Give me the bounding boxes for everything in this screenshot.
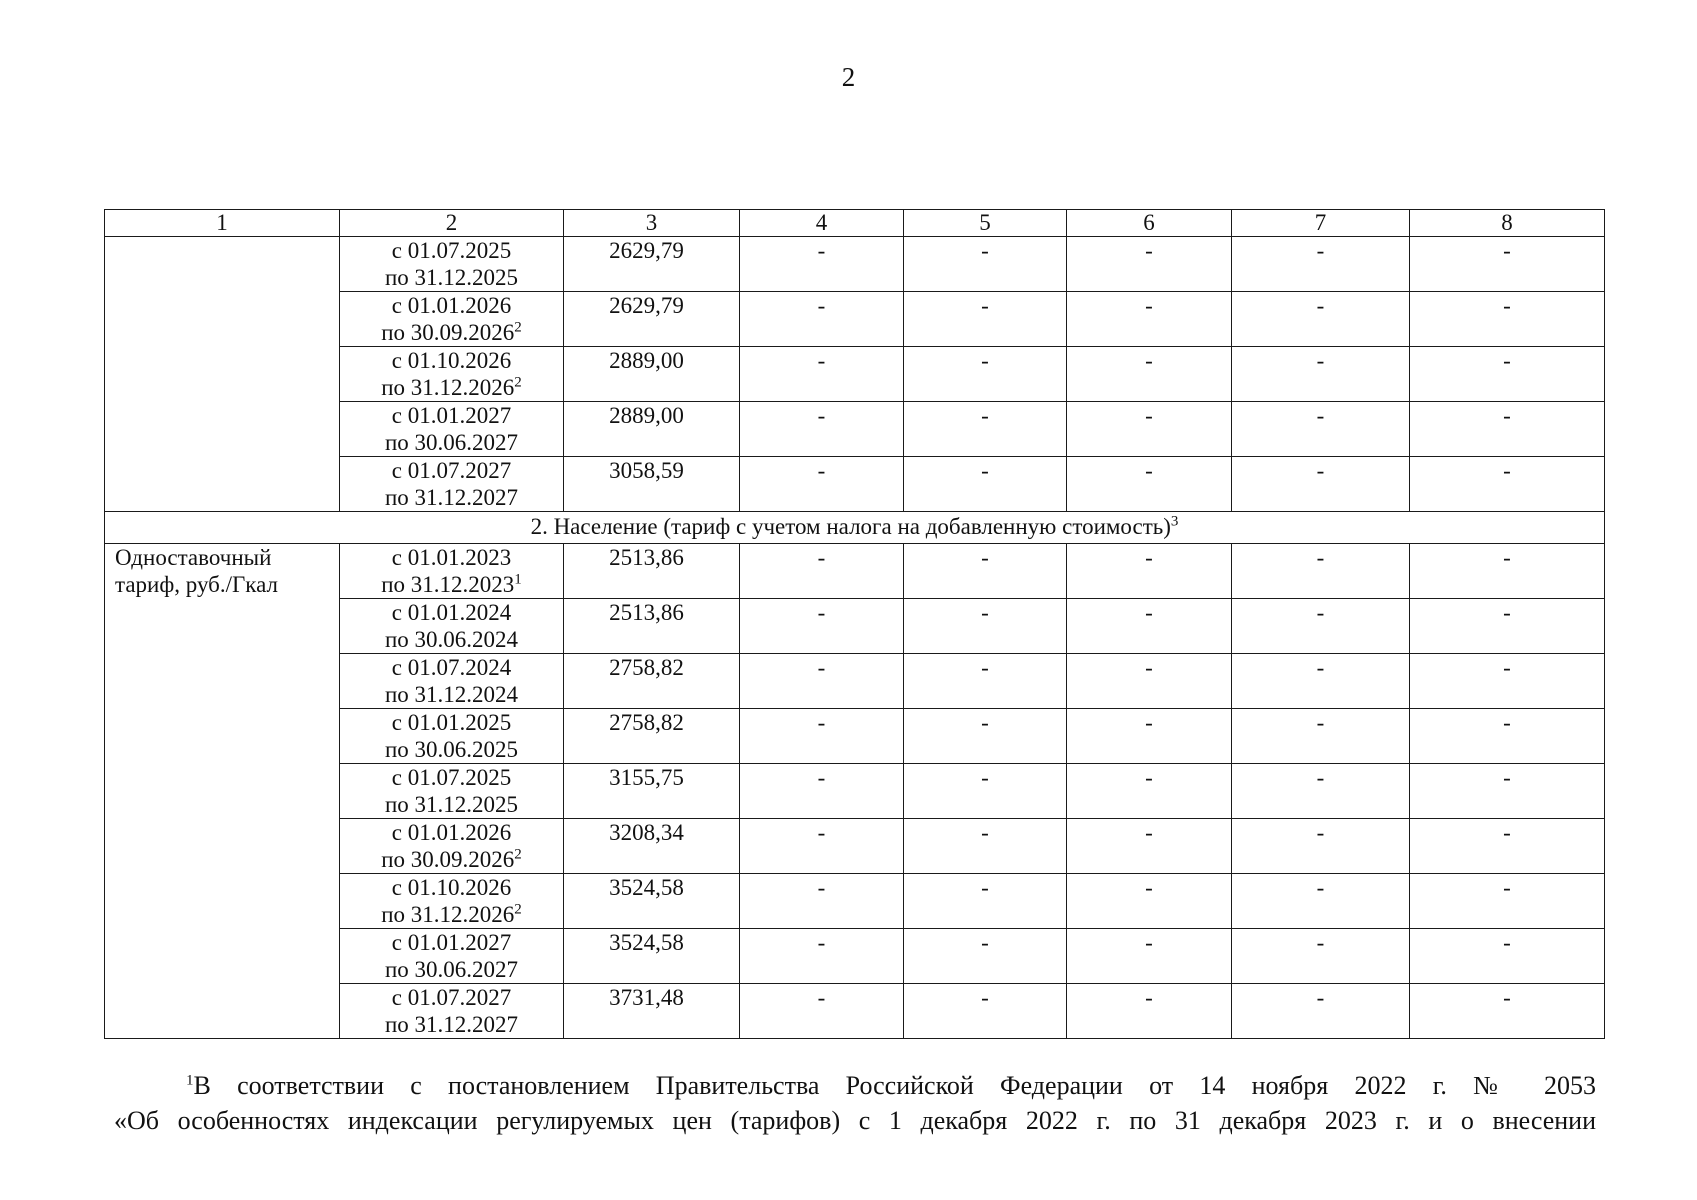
empty-dash: -: [740, 764, 904, 819]
period-to: [340, 681, 563, 708]
period-from: с 01.01.2027: [391, 930, 512, 955]
empty-dash: -: [904, 237, 1067, 292]
footnote-marker: 2: [514, 846, 522, 863]
empty-dash: -: [1410, 984, 1605, 1039]
empty-dash: -: [1067, 654, 1232, 709]
column-header: 2: [340, 210, 564, 237]
tariff-value: 2629,79: [564, 292, 740, 347]
period-to: [340, 736, 563, 763]
column-number-row: [105, 210, 1605, 237]
period-to-text: по 31.12.2026: [381, 375, 515, 400]
tariff-value: 2629,79: [564, 237, 740, 292]
period-cell: [340, 544, 564, 599]
empty-dash: -: [904, 544, 1067, 599]
period-to: [340, 956, 563, 983]
period-from: с 01.07.2025: [391, 238, 512, 263]
empty-dash: -: [904, 292, 1067, 347]
tariff-name-cell: [105, 237, 340, 512]
period-cell: [340, 874, 564, 929]
period-from: с 01.07.2024: [391, 655, 512, 680]
period-to-text: по 30.06.2027: [384, 957, 519, 982]
empty-dash: -: [1067, 237, 1232, 292]
tariff-value: 3731,48: [564, 984, 740, 1039]
empty-dash: -: [1410, 544, 1605, 599]
empty-dash: -: [904, 402, 1067, 457]
footnote-marker: 2: [514, 374, 522, 391]
empty-dash: -: [1410, 709, 1605, 764]
empty-dash: -: [1232, 292, 1410, 347]
empty-dash: -: [1067, 402, 1232, 457]
column-header: 8: [1410, 210, 1605, 237]
footnote-marker: 1: [186, 1072, 194, 1089]
empty-dash: -: [1232, 654, 1410, 709]
empty-dash: -: [1067, 874, 1232, 929]
footnote-text: В соответствии с постановлением Правительства Российской Федерации от 14 ноября 2022 г. № 2053: [193, 1071, 1596, 1100]
period-to: [340, 319, 563, 346]
period-cell: [340, 292, 564, 347]
empty-dash: -: [904, 709, 1067, 764]
empty-dash: -: [1410, 599, 1605, 654]
footnote-line: [114, 1068, 1596, 1103]
empty-dash: -: [1232, 929, 1410, 984]
empty-dash: -: [740, 709, 904, 764]
period-to: [340, 484, 563, 511]
period-to: [340, 571, 563, 598]
period-to-text: по 30.09.2026: [381, 847, 515, 872]
period-cell: [340, 237, 564, 292]
period-to: [340, 264, 563, 291]
period-from: с 01.01.2027: [391, 403, 512, 428]
empty-dash: -: [1410, 819, 1605, 874]
group1-body: [105, 237, 1605, 512]
empty-dash: -: [904, 929, 1067, 984]
table-row: [105, 237, 1605, 292]
period-to: [340, 374, 563, 401]
column-header: 7: [1232, 210, 1410, 237]
empty-dash: -: [1232, 457, 1410, 512]
empty-dash: -: [1410, 929, 1605, 984]
footnote-text: «Об особенностях индексации регулируемых цен (тарифов) с 1 декабря 2022 г. по 31 декабря 2023 г. и о внесении: [114, 1106, 1596, 1135]
empty-dash: -: [1067, 819, 1232, 874]
period-cell: [340, 347, 564, 402]
period-cell: [340, 929, 564, 984]
empty-dash: -: [1232, 874, 1410, 929]
empty-dash: -: [740, 599, 904, 654]
period-from: с 01.01.2024: [391, 600, 512, 625]
empty-dash: -: [740, 347, 904, 402]
period-cell: [340, 984, 564, 1039]
group-title: [105, 512, 1605, 544]
period-to-text: по 31.12.2024: [384, 682, 519, 707]
footnote-marker: 3: [1170, 513, 1179, 530]
period-to-text: по 31.12.2023: [381, 572, 515, 597]
period-cell: [340, 402, 564, 457]
empty-dash: -: [1067, 599, 1232, 654]
period-from: с 01.01.2026: [391, 293, 512, 318]
period-from: с 01.01.2025: [391, 710, 512, 735]
footnote-line: [114, 1103, 1596, 1138]
empty-dash: -: [1410, 874, 1605, 929]
empty-dash: -: [740, 402, 904, 457]
period-cell: [340, 599, 564, 654]
tariff-value: 3058,59: [564, 457, 740, 512]
period-cell: [340, 457, 564, 512]
column-header: 4: [740, 210, 904, 237]
period-cell: [340, 654, 564, 709]
tariff-value: 2758,82: [564, 709, 740, 764]
tariff-value: 3524,58: [564, 929, 740, 984]
period-from: с 01.07.2027: [391, 458, 512, 483]
empty-dash: -: [1232, 599, 1410, 654]
empty-dash: -: [1410, 292, 1605, 347]
group2-body: [105, 544, 1605, 1039]
tariff-value: 2758,82: [564, 654, 740, 709]
column-header: 1: [105, 210, 340, 237]
empty-dash: -: [904, 764, 1067, 819]
empty-dash: -: [1232, 237, 1410, 292]
period-to-text: по 30.06.2027: [384, 430, 519, 455]
empty-dash: -: [904, 457, 1067, 512]
empty-dash: -: [1410, 402, 1605, 457]
column-header: 5: [904, 210, 1067, 237]
empty-dash: -: [740, 874, 904, 929]
empty-dash: -: [1067, 347, 1232, 402]
empty-dash: -: [1232, 402, 1410, 457]
empty-dash: -: [904, 599, 1067, 654]
empty-dash: -: [1067, 764, 1232, 819]
empty-dash: -: [904, 984, 1067, 1039]
empty-dash: -: [740, 237, 904, 292]
empty-dash: -: [1232, 819, 1410, 874]
tariff-name-cell: Одноставочный тариф, руб./Гкал: [105, 544, 340, 1039]
period-to-text: по 31.12.2026: [381, 902, 515, 927]
period-to-text: по 31.12.2027: [384, 485, 519, 510]
footnote: [114, 1068, 1596, 1138]
period-cell: [340, 819, 564, 874]
empty-dash: -: [740, 654, 904, 709]
empty-dash: -: [1232, 544, 1410, 599]
period-to: [340, 846, 563, 873]
group2-title-section: [105, 512, 1605, 544]
group-title-text: 2. Население (тариф с учетом налога на добавленную стоимость): [530, 514, 1171, 539]
period-to: [340, 901, 563, 928]
empty-dash: -: [740, 457, 904, 512]
period-to-text: по 30.06.2024: [384, 627, 519, 652]
tariff-table: [104, 209, 1605, 1039]
period-from: с 01.10.2026: [391, 348, 512, 373]
empty-dash: -: [1410, 237, 1605, 292]
footnote-marker: 1: [514, 571, 522, 588]
tariff-value: 3155,75: [564, 764, 740, 819]
period-to-text: по 31.12.2025: [384, 265, 519, 290]
empty-dash: -: [1410, 457, 1605, 512]
period-to: [340, 791, 563, 818]
tariff-value: 3208,34: [564, 819, 740, 874]
empty-dash: -: [1067, 457, 1232, 512]
empty-dash: -: [740, 984, 904, 1039]
tariff-value: 3524,58: [564, 874, 740, 929]
group-title-row: [105, 512, 1605, 544]
tariff-value: 2513,86: [564, 544, 740, 599]
period-from: с 01.10.2026: [391, 875, 512, 900]
period-to: [340, 1011, 563, 1038]
empty-dash: -: [1067, 709, 1232, 764]
period-from: с 01.01.2023: [391, 545, 512, 570]
empty-dash: -: [1232, 347, 1410, 402]
period-to: [340, 626, 563, 653]
period-from: с 01.01.2026: [391, 820, 512, 845]
empty-dash: -: [1067, 292, 1232, 347]
period-to-text: по 30.09.2026: [381, 320, 515, 345]
period-to-text: по 31.12.2025: [384, 792, 519, 817]
empty-dash: -: [1410, 347, 1605, 402]
column-header: 3: [564, 210, 740, 237]
empty-dash: -: [904, 819, 1067, 874]
empty-dash: -: [740, 292, 904, 347]
period-from: с 01.07.2027: [391, 985, 512, 1010]
period-to: [340, 429, 563, 456]
period-to-text: по 31.12.2027: [384, 1012, 519, 1037]
footnote-marker: 2: [514, 901, 522, 918]
empty-dash: -: [904, 347, 1067, 402]
tariff-value: 2889,00: [564, 347, 740, 402]
empty-dash: -: [1410, 654, 1605, 709]
empty-dash: -: [1232, 984, 1410, 1039]
period-to-text: по 30.06.2025: [384, 737, 519, 762]
page-number: 2: [841, 62, 856, 92]
empty-dash: -: [1067, 544, 1232, 599]
empty-dash: -: [740, 929, 904, 984]
empty-dash: -: [740, 544, 904, 599]
empty-dash: -: [740, 819, 904, 874]
tariff-value: 2889,00: [564, 402, 740, 457]
tariff-value: 2513,86: [564, 599, 740, 654]
period-from: с 01.07.2025: [391, 765, 512, 790]
empty-dash: -: [1067, 929, 1232, 984]
table-row: [105, 544, 1605, 599]
empty-dash: -: [1232, 764, 1410, 819]
empty-dash: -: [1410, 764, 1605, 819]
period-cell: [340, 764, 564, 819]
empty-dash: -: [904, 874, 1067, 929]
empty-dash: -: [904, 654, 1067, 709]
period-cell: [340, 709, 564, 764]
column-header: 6: [1067, 210, 1232, 237]
footnote-marker: 2: [514, 319, 522, 336]
empty-dash: -: [1232, 709, 1410, 764]
empty-dash: -: [1067, 984, 1232, 1039]
